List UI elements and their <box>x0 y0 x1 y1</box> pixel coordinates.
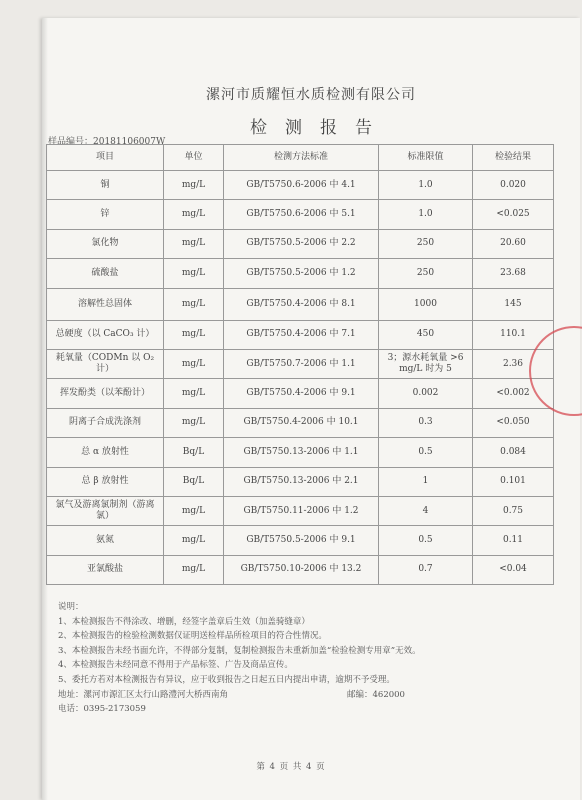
cell-result: 0.11 <box>473 526 554 555</box>
table-header-row <box>47 145 554 171</box>
cell-method: GB/T5750.13-2006 中 1.1 <box>224 438 379 467</box>
cell-item: 亚氯酸盐 <box>47 555 164 584</box>
cell-unit: mg/L <box>164 200 224 229</box>
table-row <box>47 229 554 258</box>
cell-unit: mg/L <box>164 288 224 320</box>
cell-method: GB/T5750.7-2006 中 1.1 <box>224 349 379 378</box>
cell-unit: mg/L <box>164 555 224 584</box>
note-item: 4、本检测报告未经同意不得用于产品标签、广告及商品宣传。 <box>58 660 293 671</box>
cell-method: GB/T5750.4-2006 中 9.1 <box>224 379 379 408</box>
notes-heading: 说明： <box>58 602 84 612</box>
address-row <box>58 688 538 703</box>
header-method: 检测方法标准 <box>224 145 379 171</box>
cell-item: 氨氮 <box>47 526 164 555</box>
cell-item: 锌 <box>47 200 164 229</box>
table-row <box>47 467 554 496</box>
cell-method: GB/T5750.6-2006 中 5.1 <box>224 200 379 229</box>
phone: 电话：0395-2173059 <box>58 704 146 715</box>
note-item: 2、本检测报告的检验检测数据仅证明送检样品所检项目的符合性情况。 <box>58 631 327 642</box>
header-unit: 单位 <box>164 145 224 171</box>
note-item: 3、本检测报告未经书面允许，不得部分复制，复制检测报告未重新加盖“检验检测专用章”无效。 <box>58 645 421 656</box>
cell-limit: 1000 <box>379 288 473 320</box>
table-row <box>47 438 554 467</box>
cell-unit: Bq/L <box>164 467 224 496</box>
cell-limit: 0.002 <box>379 379 473 408</box>
cell-item: 硫酸盐 <box>47 259 164 288</box>
table-row <box>47 171 554 200</box>
page-number: 第 4 页 共 4 页 <box>256 762 326 772</box>
table-row <box>47 259 554 288</box>
cell-result: <0.025 <box>473 200 554 229</box>
cell-limit: 3；源水耗氧量 >6 mg/L 时为 5 <box>379 349 473 378</box>
cell-method: GB/T5750.11-2006 中 1.2 <box>224 496 379 525</box>
cell-limit: 250 <box>379 259 473 288</box>
header-limit: 标准限值 <box>379 145 473 171</box>
table-row <box>47 526 554 555</box>
cell-item: 溶解性总固体 <box>47 288 164 320</box>
cell-unit: mg/L <box>164 229 224 258</box>
cell-limit: 0.3 <box>379 408 473 437</box>
cell-unit: Bq/L <box>164 438 224 467</box>
table-row <box>47 200 554 229</box>
header-item: 项目 <box>47 145 164 171</box>
cell-method: GB/T5750.4-2006 中 8.1 <box>224 288 379 320</box>
address: 地址：漯河市源汇区太行山路澧河大桥西南角 <box>58 689 229 700</box>
cell-method: GB/T5750.4-2006 中 7.1 <box>224 320 379 349</box>
cell-limit: 0.5 <box>379 438 473 467</box>
cell-limit: 250 <box>379 229 473 258</box>
cell-result: 110.1 <box>473 320 554 349</box>
cell-unit: mg/L <box>164 259 224 288</box>
cell-unit: mg/L <box>164 408 224 437</box>
cell-unit: mg/L <box>164 496 224 525</box>
cell-item: 阴离子合成洗涤剂 <box>47 408 164 437</box>
table-row <box>47 555 554 584</box>
header-result: 检验结果 <box>473 145 554 171</box>
postcode: 邮编：462000 <box>347 689 405 700</box>
cell-result: 2.36 <box>473 349 554 378</box>
cell-result: 0.101 <box>473 467 554 496</box>
note-item: 1、本检测报告不得涂改、增删，经签字盖章后生效（加盖骑缝章） <box>58 616 310 627</box>
cell-result: 0.75 <box>473 496 554 525</box>
cell-method: GB/T5750.5-2006 中 1.2 <box>224 259 379 288</box>
cell-limit: 0.5 <box>379 526 473 555</box>
cell-unit: mg/L <box>164 171 224 200</box>
cell-limit: 0.7 <box>379 555 473 584</box>
table-row <box>47 320 554 349</box>
report-title: 检测报告 <box>250 118 390 138</box>
table-row <box>47 349 554 378</box>
cell-unit: mg/L <box>164 379 224 408</box>
table-row <box>47 379 554 408</box>
test-results-table <box>46 144 554 585</box>
cell-item: 总硬度（以 CaCO₃ 计） <box>47 320 164 349</box>
cell-item: 总 α 放射性 <box>47 438 164 467</box>
cell-limit: 450 <box>379 320 473 349</box>
cell-limit: 1.0 <box>379 171 473 200</box>
table-row <box>47 496 554 525</box>
cell-item: 总 β 放射性 <box>47 467 164 496</box>
cell-result: <0.04 <box>473 555 554 584</box>
cell-unit: mg/L <box>164 349 224 378</box>
cell-item: 耗氧量（CODMn 以 O₂ 计） <box>47 349 164 378</box>
note-item: 5、委托方若对本检测报告有异议，应于收到报告之日起五日内提出申请，逾期不予受理。 <box>58 674 395 685</box>
cell-limit: 1.0 <box>379 200 473 229</box>
table-row <box>47 408 554 437</box>
cell-result: <0.050 <box>473 408 554 437</box>
cell-item: 铜 <box>47 171 164 200</box>
notes-section <box>58 600 538 717</box>
cell-result: 23.68 <box>473 259 554 288</box>
cell-item: 氯化物 <box>47 229 164 258</box>
sample-number: 样品编号：20181106007W <box>48 137 166 147</box>
cell-item: 氯气及游离氯制剂（游离氯） <box>47 496 164 525</box>
cell-result: <0.002 <box>473 379 554 408</box>
cell-result: 0.084 <box>473 438 554 467</box>
company-name: 漯河市质耀恒水质检测有限公司 <box>206 87 416 103</box>
cell-method: GB/T5750.4-2006 中 10.1 <box>224 408 379 437</box>
cell-method: GB/T5750.13-2006 中 2.1 <box>224 467 379 496</box>
cell-unit: mg/L <box>164 526 224 555</box>
cell-limit: 4 <box>379 496 473 525</box>
cell-item: 挥发酚类（以苯酚计） <box>47 379 164 408</box>
cell-result: 145 <box>473 288 554 320</box>
cell-method: GB/T5750.5-2006 中 9.1 <box>224 526 379 555</box>
cell-method: GB/T5750.5-2006 中 2.2 <box>224 229 379 258</box>
cell-limit: 1 <box>379 467 473 496</box>
cell-method: GB/T5750.10-2006 中 13.2 <box>224 555 379 584</box>
cell-method: GB/T5750.6-2006 中 4.1 <box>224 171 379 200</box>
table-row <box>47 288 554 320</box>
cell-unit: mg/L <box>164 320 224 349</box>
cell-result: 20.60 <box>473 229 554 258</box>
cell-result: 0.020 <box>473 171 554 200</box>
